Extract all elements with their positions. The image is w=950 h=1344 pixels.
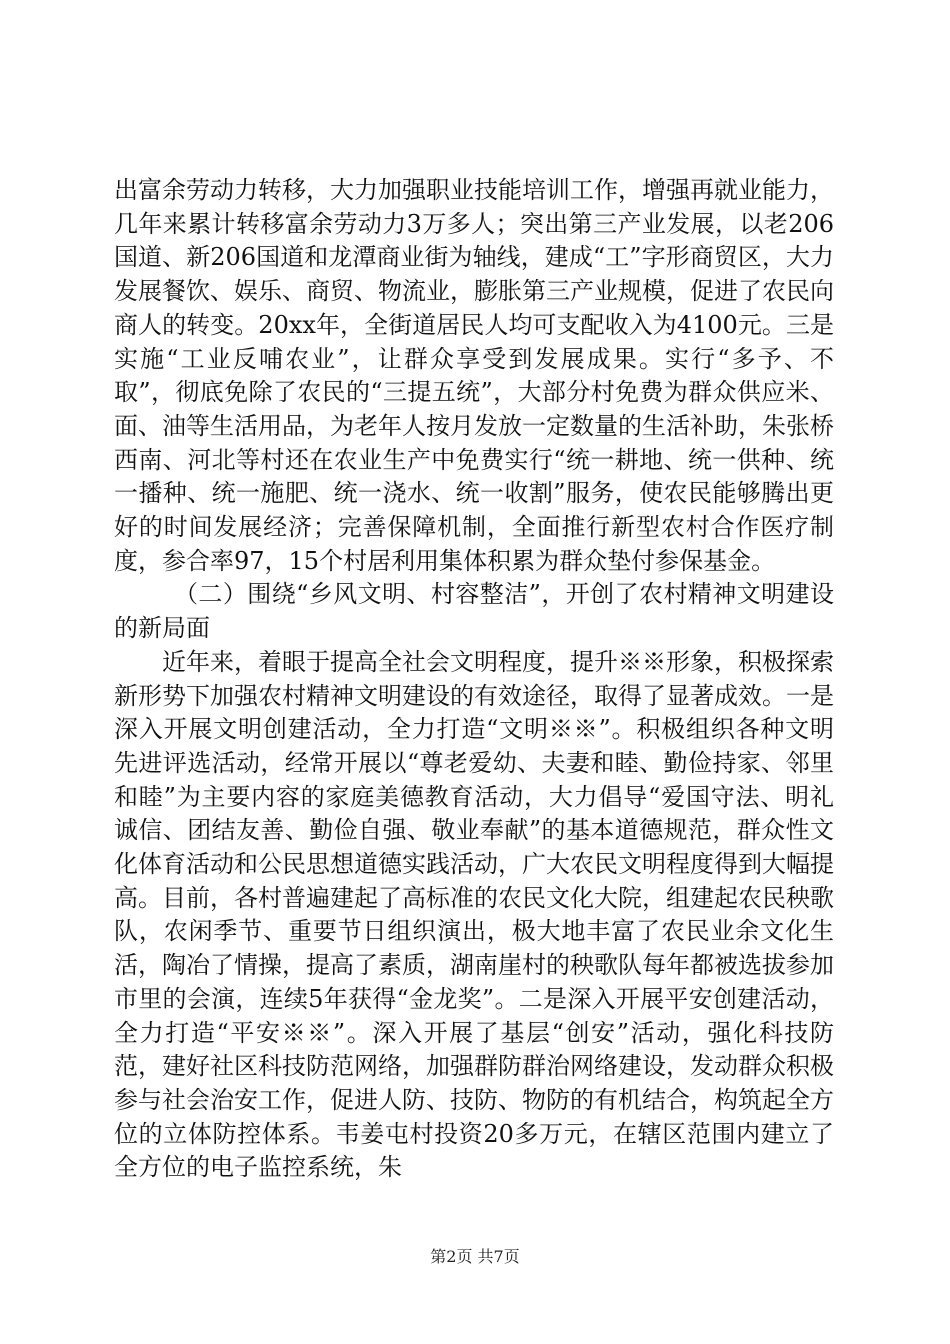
page-footer: 第2页 共7页 <box>430 1247 520 1266</box>
section-heading: （二）围绕“乡风文明、村容整洁”，开创了农村精神文明建设的新局面 <box>114 580 834 643</box>
document-body <box>114 174 834 1185</box>
paragraph-body: 近年来，着眼于提高全社会文明程度，提升※※形象，积极探索新形势下加强农村精神文明建设的有效途径，取得了显著成效。一是深入开展文明创建活动，全力打造“文明※※”。积极组织各种文明先进评选活动，经常开展以“尊老爱幼、夫妻和睦、勤俭持家、邻里和睦”为主要内容的家庭美德教育活动，大力倡导“爱国守法、明礼诚信、团结友善、勤俭自强、敬业奉献”的基本道德规范，群众性文化体育活动和公民思想道德实践活动，广大农民文明程度得到大幅提高。目前，各村普遍建起了高标准的农民文化大院，组建起农民秧歌队，农闲季节、重要节日组织演出，极大地丰富了农民业余文化生活，陶冶了情操，提高了素质，湖南崖村的秧歌队每年都被选拔参加市里的会演，连续5年获得“金龙奖”。二是深入开展平安创建活动，全力打造“平安※※”。深入开展了基层“创安”活动，强化科技防范，建好社区科技防范网络，加强群防群治网络建设，发动群众积极参与社会治安工作，促进人防、技防、物防的有机结合，构筑起全方位的立体防控体系。韦姜屯村投资20多万元，在辖区范围内建立了全方位的电子监控系统，朱 <box>114 647 834 1182</box>
paragraph-continuation: 出富余劳动力转移，大力加强职业技能培训工作，增强再就业能力，几年来累计转移富余劳动力3万多人；突出第三产业发展，以老206国道、新206国道和龙潭商业街为轴线，建成“工”字形商贸区，大力发展餐饮、娱乐、商贸、物流业，膨胀第三产业规模，促进了农民向商人的转变。20xx年，全街道居民人均可支配收入为4100元。三是实施“工业反哺农业”，让群众享受到发展成果。实行“多予、不取”，彻底免除了农民的“三提五统”，大部分村免费为群众供应米、面、油等生活用品，为老年人按月发放一定数量的生活补助，朱张桥西南、河北等村还在农业生产中免费实行“统一耕地、统一供种、统一播种、统一施肥、统一浇水、统一收割”服务，使农民能够腾出更好的时间发展经济；完善保障机制，全面推行新型农村合作医疗制度，参合率97，15个村居利用集体积累为群众垫付参保基金。 <box>114 176 834 575</box>
